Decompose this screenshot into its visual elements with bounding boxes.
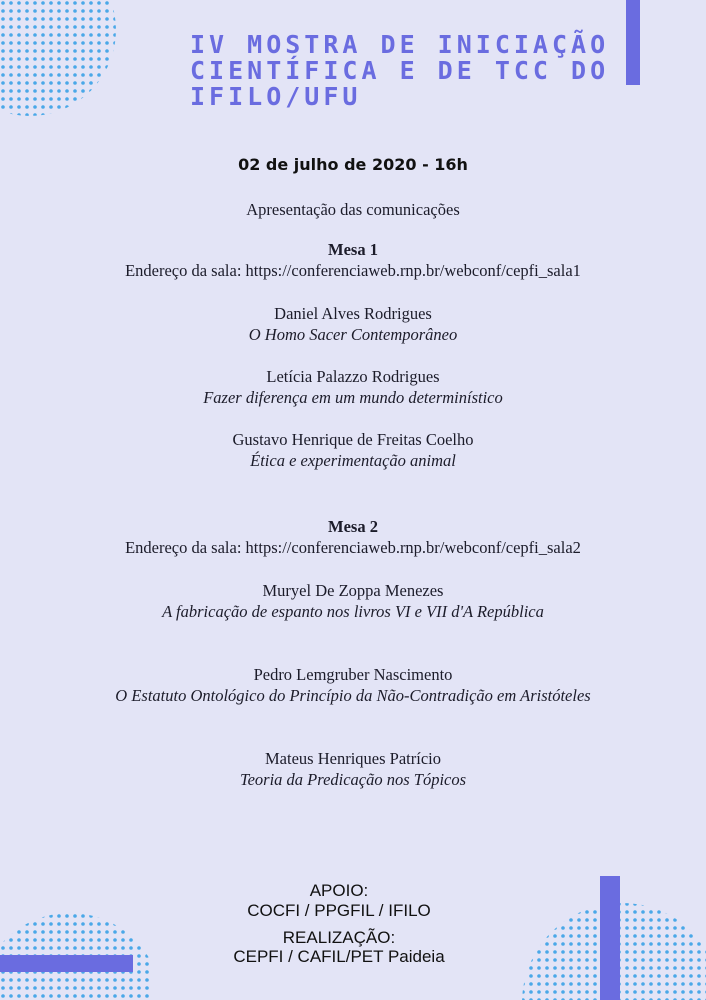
mesa1-label: Mesa 1 — [328, 240, 378, 259]
support-orgs: COCFI / PPGFIL / IFILO — [247, 901, 431, 920]
dot-pattern-bottom-left — [0, 905, 150, 1000]
accent-bar-bottom-left — [0, 955, 133, 972]
accent-bar-top-right — [626, 0, 640, 85]
event-title — [190, 32, 610, 110]
mesa2-talk-title-2: O Estatuto Ontológico do Princípio da Não-Contradição em Aristóteles — [115, 686, 591, 705]
title-line-1: IV MOSTRA DE INICIAÇÃO — [190, 30, 610, 59]
mesa2-author-1: Muryel De Zoppa Menezes — [262, 581, 444, 600]
title-line-3: IFILO/UFU — [190, 82, 362, 111]
event-date: 02 de julho de 2020 - 16h — [238, 155, 468, 174]
mesa1-room-address: Endereço da sala: https://conferenciaweb.rnp.br/webconf/cepfi_sala1 — [125, 261, 581, 280]
mesa1-author-2: Letícia Palazzo Rodrigues — [266, 367, 440, 386]
mesa2-label: Mesa 2 — [328, 517, 378, 536]
mesa2-room-address: Endereço da sala: https://conferenciaweb.rnp.br/webconf/cepfi_sala2 — [125, 538, 581, 557]
subtitle: Apresentação das comunicações — [246, 200, 460, 219]
title-line-2: CIENTÍFICA E DE TCC DO — [190, 56, 610, 85]
organizer-orgs: CEPFI / CAFIL/PET Paideia — [233, 947, 445, 966]
mesa2-author-3: Mateus Henriques Patrício — [265, 749, 441, 768]
mesa2-talk-title-1: A fabricação de espanto nos livros VI e VII d'A República — [162, 602, 544, 621]
mesa1-author-3: Gustavo Henrique de Freitas Coelho — [232, 430, 474, 449]
mesa2-talk-title-3: Teoria da Predicação nos Tópicos — [239, 770, 467, 789]
mesa1-talk-title-2: Fazer diferença em um mundo determinístico — [203, 388, 503, 407]
mesa1-talk-title-3: Ética e experimentação animal — [250, 451, 456, 470]
accent-bar-bottom-right — [600, 876, 620, 1000]
organizer-label: REALIZAÇÃO: — [282, 928, 396, 947]
mesa1-talk-title-1: O Homo Sacer Contemporâneo — [248, 325, 458, 344]
dot-pattern-top-left — [0, 0, 120, 120]
mesa1-author-1: Daniel Alves Rodrigues — [274, 304, 432, 323]
support-label: APOIO: — [309, 881, 369, 900]
mesa2-author-2: Pedro Lemgruber Nascimento — [253, 665, 453, 684]
